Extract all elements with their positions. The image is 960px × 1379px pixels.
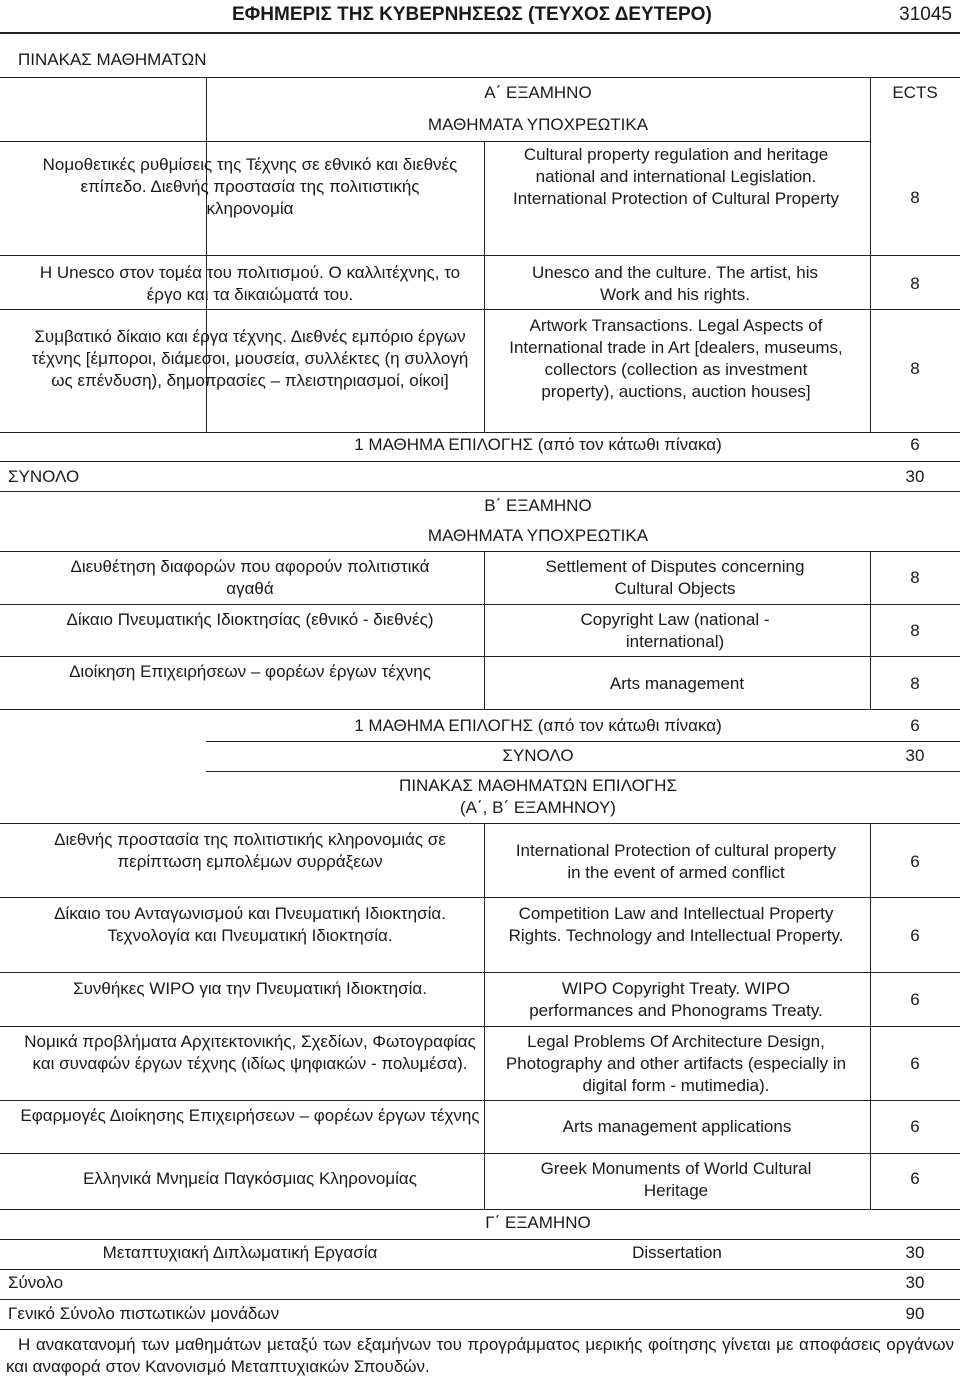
table-title: ΠΙΝΑΚΑΣ ΜΑΘΗΜΑΤΩΝ [18,50,207,69]
sem-b-course-2-gr: Δίκαιο Πνευματικής Ιδιοκτησίας (εθνικό - διεθνές) [66,610,434,629]
rule [0,1269,960,1270]
rule [0,141,870,142]
sem-a-course-1-ects: 8 [910,188,920,207]
elective-5-gr: Εφαρμογές Διοίκησης Επιχειρήσεων – φορέων έργων τέχνης [20,1106,480,1125]
elective-5-en: Arts management applications [562,1117,792,1136]
page-number: 31045 [899,4,952,25]
sem-a-total-ects: 30 [905,467,925,486]
sem-b-course-3-en: Arts management [609,674,745,693]
rule [0,897,960,898]
elective-5-ects: 6 [910,1117,920,1136]
sem-b-course-3-gr: Διοίκηση Επιχειρήσεων – φορέων έργων τέχνης [69,662,431,681]
sem-b-mandatory-label: ΜΑΘΗΜΑΤΑ ΥΠΟΧΡΕΩΤΙΚΑ [427,526,649,545]
sem-a-course-3-en: Artwork Transactions. Legal Aspects of International trade in Art [dealers, museums, collectors (collection as investment property), auctions, auction houses] [509,316,843,401]
elective-3-en: WIPO Copyright Treaty. WIPO performances and Phonograms Treaty. [529,979,823,1020]
sem-c-total-label: Σύνολο [8,1273,64,1292]
elective-4-en: Legal Problems Of Architecture Design, Photography and other artifacts (especially in digital form - mutimedia). [505,1032,847,1095]
sem-c-total-ects: 30 [905,1273,925,1292]
ects-header: ECTS [892,83,938,102]
sem-b-course-2-ects: 8 [910,621,920,640]
elective-6-ects: 6 [910,1169,920,1188]
sem-b-course-3-ects: 8 [910,674,920,693]
rule [0,255,960,256]
sem-b-title: Β΄ ΕΞΑΜΗΝΟ [484,496,592,515]
elective-2-gr: Δίκαιο του Ανταγωνισμού και Πνευματική Ιδιοκτησία. Τεχνολογία και Πνευματική Ιδιοκτησία. [54,904,446,945]
sem-b-elective-ects: 6 [910,716,920,735]
sem-b-course-1-en: Settlement of Disputes concerning Cultural Objects [545,557,805,598]
rule [206,771,960,772]
elective-1-en: International Protection of cultural property in the event of armed conflict [515,841,837,882]
sem-a-course-1-en: Cultural property regulation and heritage national and international Legislation. International Protection of Cultural Property [512,145,839,208]
rule [0,551,960,552]
sem-b-course-1-gr: Διευθέτηση διαφορών που αφορούν πολιτιστικά αγαθά [70,557,430,598]
sem-b-elective-label: 1 ΜΑΘΗΜΑ ΕΠΙΛΟΓΗΣ (από τον κάτωθι πίνακα) [354,716,722,735]
col-divider-a2 [484,141,485,432]
sem-a-course-2-gr: Η Unesco στον τομέα του πολιτισμού. Ο καλλιτέχνης, το έργο και τα δικαιώματά του. [39,263,461,304]
rule [0,1026,960,1027]
table-top-border [0,77,960,78]
elective-3-ects: 6 [910,990,920,1009]
rule [0,432,960,433]
electives-subtitle: (Α΄, Β΄ ΕΞΑΜΗΝΟΥ) [460,798,616,817]
sem-c-course-ects: 30 [905,1243,925,1262]
rule [0,1209,960,1210]
rule [0,309,960,310]
sem-a-elective-ects: 6 [910,435,920,454]
footnote: Η ανακατανομή των μαθημάτων μεταξύ των εξαμήνων του προγράμματος μερικής φοίτησης γίνεται με αποφάσεις οργάνων και αναφορά στον Κανονισμό Μεταπτυχιακών Σπουδών. [6,1335,954,1376]
sem-a-course-3-ects: 8 [910,359,920,378]
rule [206,741,960,742]
elective-6-en: Greek Monuments of World Cultural Heritage [540,1159,812,1200]
grand-total-label: Γενικό Σύνολο πιστωτικών μονάδων [8,1304,280,1323]
elective-1-ects: 6 [910,852,920,871]
sem-a-course-3-gr: Συμβατικό δίκαιο και έργα τέχνης. Διεθνές εμπόριο έργων τέχνης [έμποροι, διάμεσοι, μουσεία, συλλέκτες (η συλλογή ως επένδυση), δημοπρασίες – πλειστηριασμοί, οίκοι] [31,327,469,390]
elective-4-gr: Νομικά προβλήματα Αρχιτεκτονικής, Σχεδίων, Φωτογραφίας και συναφών έργων τέχνης (ιδίως ψηφιακών - πολυμέσα). [24,1032,476,1073]
elective-3-gr: Συνθήκες WIPO για την Πνευματική Ιδιοκτησία. [73,979,427,998]
sem-b-course-1-ects: 8 [910,568,920,587]
sem-a-course-2-en: Unesco and the culture. The artist, his Work and his rights. [531,263,818,304]
col-divider-el [484,823,485,1209]
sem-c-course-en: Dissertation [632,1243,722,1262]
sem-b-total-ects: 30 [905,746,925,765]
sem-a-title: Α΄ ΕΞΑΜΗΝΟ [484,83,592,102]
sem-b-course-2-en: Copyright Law (national - international) [580,610,770,651]
sem-a-course-1-gr: Νομοθετικές ρυθμίσεις της Τέχνης σε εθνικό και διεθνές επίπεδο. Διεθνής προστασία της πολιτιστικής κληρονομία [42,155,458,218]
sem-c-title: Γ΄ ΕΞΑΜΗΝΟ [485,1213,591,1232]
header-rule [0,32,960,34]
sem-b-total-label: ΣΥΝΟΛΟ [502,746,574,765]
electives-title: ΠΙΝΑΚΑΣ ΜΑΘΗΜΑΤΩΝ ΕΠΙΛΟΓΗΣ [399,776,677,795]
grand-total-ects: 90 [905,1304,925,1323]
page-header-title: ΕΦΗΜΕΡΙΣ ΤΗΣ ΚΥΒΕΡΝΗΣΕΩΣ (ΤΕΥΧΟΣ ΔΕΥΤΕΡΟ) [232,4,712,25]
rule [0,1100,960,1101]
rule [0,656,960,657]
rule [0,823,960,824]
rule [0,1299,960,1300]
sem-a-course-2-ects: 8 [910,274,920,293]
elective-4-ects: 6 [910,1054,920,1073]
rule [0,709,960,710]
sem-c-course-gr: Μεταπτυχιακή Διπλωματική Εργασία [102,1243,378,1262]
elective-6-gr: Ελληνικά Μνημεία Παγκόσμιας Κληρονομίας [83,1169,417,1188]
sem-a-total-label: ΣΥΝΟΛΟ [8,467,80,486]
elective-2-ects: 6 [910,926,920,945]
elective-2-en: Competition Law and Intellectual Property Rights. Technology and Intellectual Property. [508,904,844,945]
sem-a-mandatory-label: ΜΑΘΗΜΑΤΑ ΥΠΟΧΡΕΩΤΙΚΑ [427,115,649,134]
elective-1-gr: Διεθνής προστασία της πολιτιστικής κληρονομιάς σε περίπτωση εμπολέμων συρράξεων [54,830,446,871]
rule [0,1239,960,1240]
sem-a-elective-label: 1 ΜΑΘΗΜΑ ΕΠΙΛΟΓΗΣ (από τον κάτωθι πίνακα) [354,435,722,454]
rule [0,1153,960,1154]
rule [0,461,960,462]
rule [0,604,960,605]
col-divider-ects-el [870,823,871,1209]
rule [0,972,960,973]
rule [0,491,960,492]
table-bottom-border [0,1329,960,1330]
